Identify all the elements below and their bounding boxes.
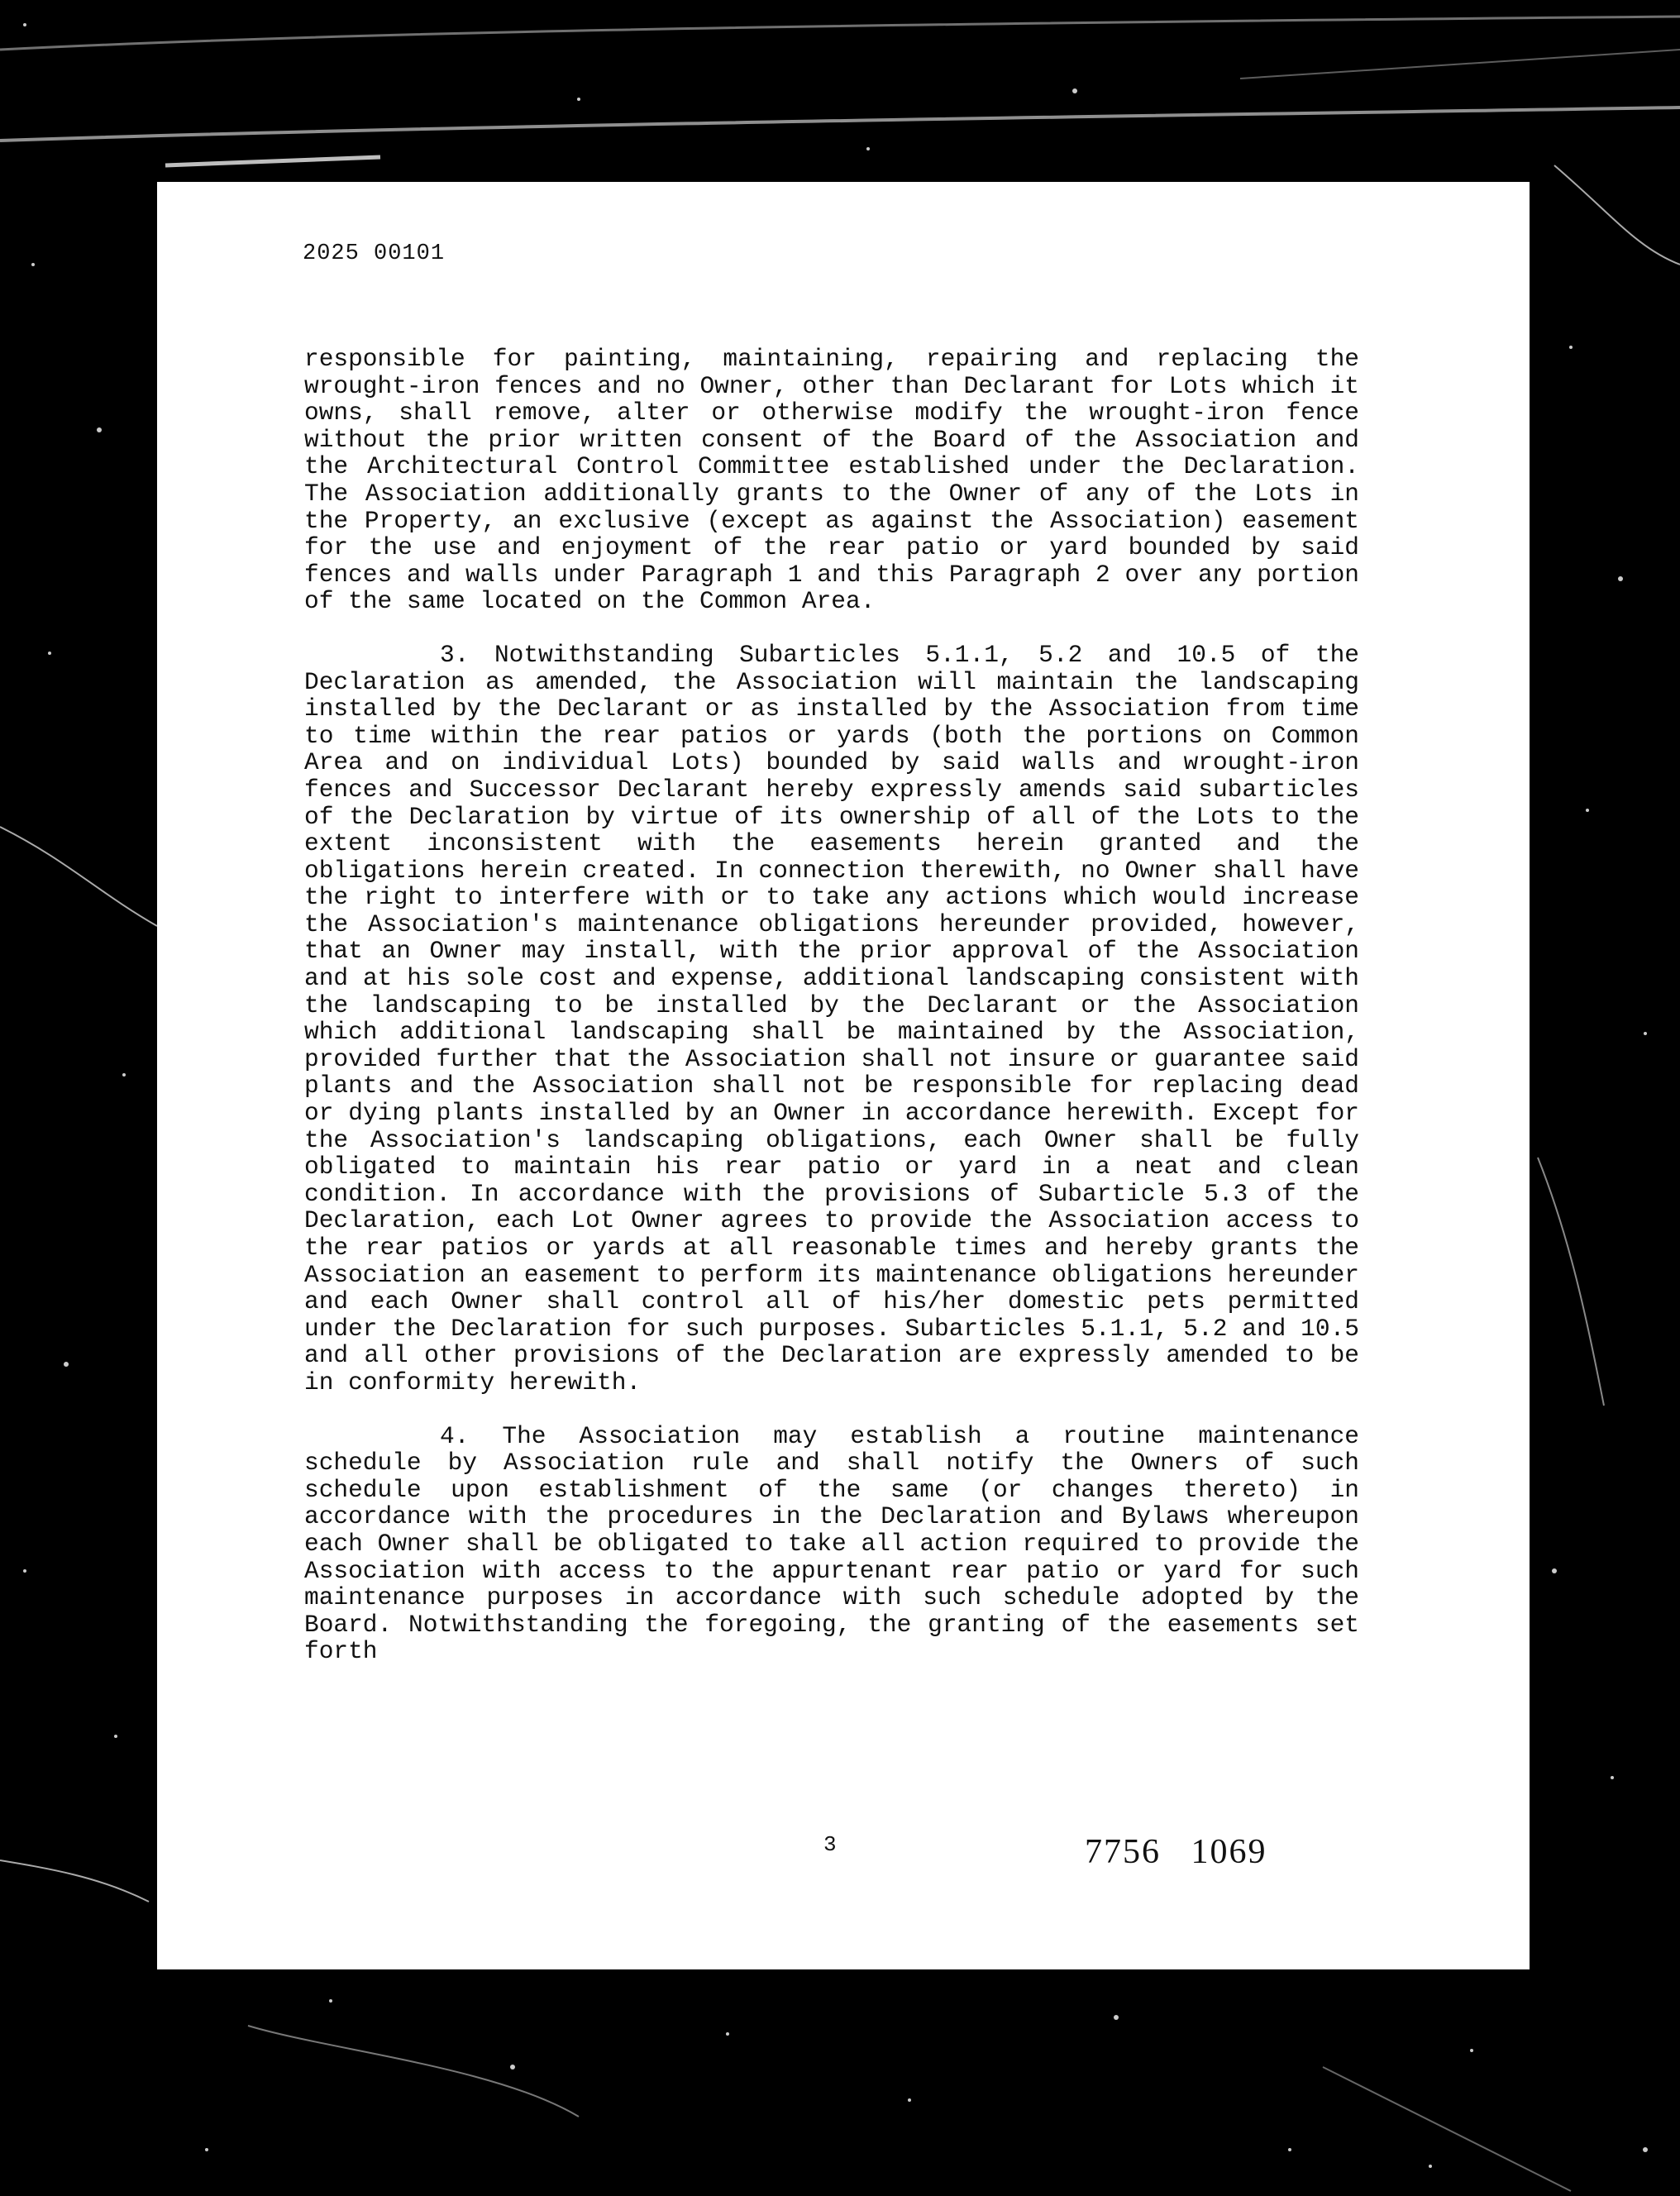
book-page-stamp: 7756 1069 (1085, 1833, 1267, 1871)
document-number: 2025 00101 (303, 241, 446, 266)
paragraph-4: 4. The Association may establish a routine maintenance schedule by Association rule and shall notify the Owners of such schedule upon establishment of the same (or changes thereto) in accordance with the procedures in the Declaration and Bylaws whereupon each Owner shall be obligated to take all action required to provide the Association with access to the appurtenant rear patio or yard for such maintenance purposes in accordance with such schedule adopted by the Board. Notwithstanding the foregoing, the granting of the easements set forth (304, 1421, 1359, 1666)
paragraph-continuation: responsible for painting, maintaining, repairing and replacing the wrought-iron fences and no Owner, other than Declarant for Lots which it owns, shall remove, alter or otherwise modify the wrought-iron fence without the prior written consent of the Board of the Association and the Architectural Control Committee established under the Declaration. The Association additionally grants to the Owner of any of the Lots in the Property, an exclusive (except as against the Association) easement for the use and enjoyment of the rear patio or yard bounded by said fences and walls under Paragraph 1 and this Paragraph 2 over any portion of the same located on the Common Area. (304, 345, 1359, 616)
body-text (304, 346, 1359, 1692)
page-number: 3 (823, 1832, 837, 1857)
document-page (157, 182, 1530, 1969)
paragraph-3: 3. Notwithstanding Subarticles 5.1.1, 5.2 and 10.5 of the Declaration as amended, the Association will maintain the landscaping installed by the Declarant or as installed by the Association from time to time within the rear patios or yards (both the portions on Common Area and on individual Lots) bounded by said walls and wrought-iron fences and Successor Declarant hereby expressly amends said subarticles of the Declaration by virtue of its ownership of all of the Lots to the extent inconsistent with the easements herein granted and the obligations herein created. In connection therewith, no Owner shall have the right to interfere with or to take any actions which would increase the Association's maintenance obligations hereunder provided, however, that an Owner may install, with the prior approval of the Association and at his sole cost and expense, additional landscaping consistent with the landscaping to be installed by the Declarant or the Association which additional landscaping shall be maintained by the Association, provided further that the Association shall not insure or guarantee said plants and the Association shall not be responsible for replacing dead or dying plants installed by an Owner in accordance herewith. Except for the Association's landscaping obligations, each Owner shall be fully obligated to maintain his rear patio or yard in a neat and clean condition. In accordance with the provisions of Subarticle 5.3 of the Declaration, each Lot Owner agrees to provide the Association access to the rear patios or yards at all reasonable times and hereby grants the Association an easement to perform its maintenance obligations hereunder and each Owner shall control all of his/her domestic pets permitted under the Declaration for such purposes. Subarticles 5.1.1, 5.2 and 10.5 and all other provisions of the Declaration are expressly amended to be in conformity herewith. (304, 640, 1359, 1396)
